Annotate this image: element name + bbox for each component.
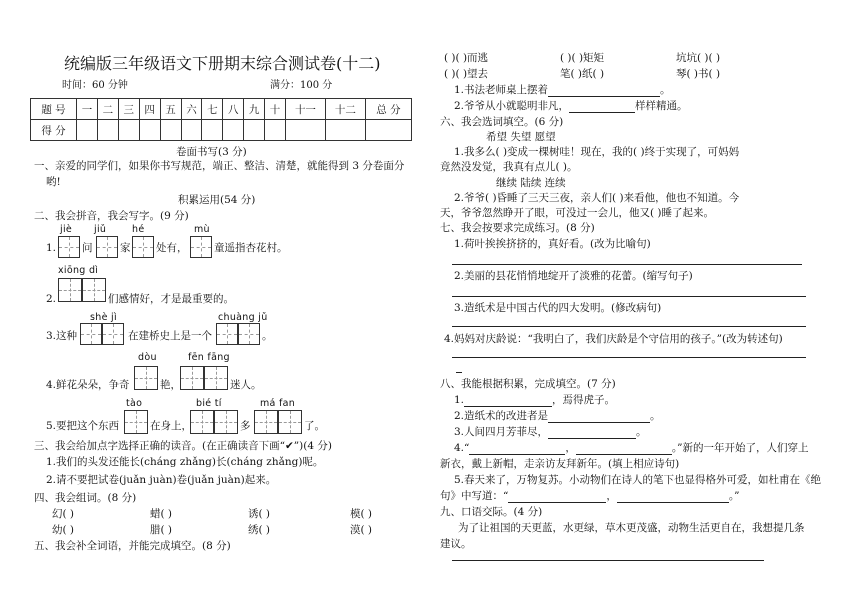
pinyin: hé xyxy=(132,224,145,235)
idiom-blank[interactable]: ( )( )而逃 xyxy=(444,52,489,64)
fill-item: 2.造纸术的改进者是 。 xyxy=(454,410,661,422)
writing-box[interactable] xyxy=(190,410,214,434)
score-header-cell: 十一 xyxy=(285,99,325,120)
sentence-text: 艳， xyxy=(160,379,181,391)
fill-item: 3.人间四月芳菲尽， 。 xyxy=(454,426,647,438)
answer-line[interactable] xyxy=(452,326,806,327)
score-input-cell[interactable] xyxy=(77,120,98,141)
answer-line[interactable] xyxy=(576,444,672,455)
question-1: 一、亲爱的同学们，如果你书写规范，端正、整洁、清楚，就能得到 3 分卷面分 xyxy=(34,160,405,172)
rewrite-item: 2.美丽的县花悄悄地绽开了淡雅的花蕾。(缩写句子) xyxy=(454,270,693,282)
question-5: 五、我会补全词语，并能完成填空。(8 分) xyxy=(34,540,231,552)
writing-box[interactable] xyxy=(238,323,260,345)
pinyin: bié tí xyxy=(196,398,222,409)
fill-item: 4.“ ， 。”新的一年开始了，人们穿上 xyxy=(454,442,809,454)
sentence-text: 们感情好，才是最重要的。 xyxy=(108,293,234,305)
writing-box[interactable] xyxy=(134,366,158,390)
score-row-label: 得 分 xyxy=(31,120,77,141)
writing-box[interactable] xyxy=(214,410,238,434)
idiom-blank[interactable]: ( )( )矩矩 xyxy=(560,52,605,64)
word-item[interactable]: 漠( ) xyxy=(350,524,373,536)
question-3-item-1: 1.我们的头发还能长(cháng zhǎng)长(cháng zhǎng)呢。 xyxy=(46,456,324,468)
writing-box[interactable] xyxy=(190,236,212,258)
fill-item: 句》中写道：“ ， 。” xyxy=(440,490,740,502)
question-8: 八、我能根据积累，完成填空。(7 分) xyxy=(440,378,616,390)
answer-line[interactable] xyxy=(469,444,565,455)
item-number: 3.这种 xyxy=(46,330,78,342)
fill-item: 2.爷爷从小就聪明非凡， 样样精通。 xyxy=(454,100,688,112)
answer-line[interactable] xyxy=(452,264,802,265)
score-input-cell[interactable] xyxy=(181,120,202,141)
question-4: 四、我会组词。(8 分) xyxy=(34,492,137,504)
idiom-blank[interactable]: ( )( )望去 xyxy=(444,68,489,80)
score-header-cell: 九 xyxy=(244,99,265,120)
score-input-cell[interactable] xyxy=(118,120,139,141)
question-3-item-2: 2.请不要把试卷(juǎn juàn)卷(juǎn juàn)起来。 xyxy=(46,474,277,486)
writing-box[interactable] xyxy=(58,236,80,258)
sentence-text: 多 xyxy=(240,420,251,432)
score-input-cell[interactable] xyxy=(365,120,411,141)
word-item[interactable]: 绣( ) xyxy=(248,524,271,536)
score-header-cell: 四 xyxy=(139,99,160,120)
question-2: 二、我会拼音，我会写字。(9 分) xyxy=(34,210,189,222)
question-3: 三、我会给加点字选择正确的读音。(在正确读音下画“✔”)(4 分) xyxy=(34,440,332,452)
score-input-cell[interactable] xyxy=(244,120,265,141)
writing-box[interactable] xyxy=(278,410,302,434)
score-header-cell: 二 xyxy=(97,99,118,120)
answer-line[interactable] xyxy=(508,492,606,503)
question-1-end: 哟! xyxy=(46,176,61,188)
sentence-text: 迷人。 xyxy=(230,379,262,391)
sentence-text: 处有， xyxy=(156,242,188,254)
item-number: 1. xyxy=(46,242,57,254)
item-number: 5.要把这个东西 xyxy=(46,420,120,432)
answer-line[interactable] xyxy=(548,86,660,97)
choice-sentence: 1.我多么( )变成一棵树哇！现在，我的( )终于实现了，可妈妈 xyxy=(454,146,740,158)
pinyin: mù xyxy=(194,224,210,235)
word-choices-2: 继续 陆续 连续 xyxy=(496,177,566,189)
sentence-text: 。 xyxy=(262,330,273,342)
word-item[interactable]: 蜡( ) xyxy=(150,508,173,520)
accumulation-title: 积累运用(54 分) xyxy=(178,194,256,206)
word-item[interactable]: 腊( ) xyxy=(150,524,173,536)
pinyin: chuàng jǔ xyxy=(218,312,268,323)
question-6: 六、我会选词填空。(6 分) xyxy=(440,116,564,128)
fill-item: 新衣，戴上新帽，走亲访友拜新年。(填上相应诗句) xyxy=(440,458,680,470)
score-header-cell: 七 xyxy=(202,99,223,120)
full-score: 满分：100 分 xyxy=(270,80,333,91)
word-item[interactable]: 模( ) xyxy=(350,508,373,520)
choice-sentence: 天，爷爷忽然睁开了眼，可没过一会儿，他又( )睡了起来。 xyxy=(440,207,715,219)
choice-sentence: 竟然没发觉，我真有点儿( )。 xyxy=(440,161,578,173)
writing-box[interactable] xyxy=(132,236,154,258)
word-item[interactable]: 幼( ) xyxy=(52,524,75,536)
item-number: 2. xyxy=(46,293,57,305)
sentence-text: 家 xyxy=(120,242,131,254)
rewrite-item: 1.荷叶挨挨挤挤的，真好看。(改为比喻句) xyxy=(454,238,651,250)
score-input-cell[interactable] xyxy=(285,120,325,141)
sentence-text: 童遥指杏花村。 xyxy=(214,242,288,254)
fill-item: 1. ，焉得虎子。 xyxy=(454,394,616,406)
score-header-cell: 一 xyxy=(77,99,98,120)
writing-box[interactable] xyxy=(58,278,82,302)
word-item[interactable]: 幻( ) xyxy=(52,508,75,520)
choice-sentence: 2.爷爷( )昏睡了三天三夜，亲人们( )来看他，他也不知道。今 xyxy=(454,192,740,204)
score-input-cell[interactable] xyxy=(223,120,244,141)
exam-time: 时间：60 分钟 xyxy=(62,80,128,91)
score-input-cell[interactable] xyxy=(202,120,223,141)
writing-box[interactable] xyxy=(254,410,278,434)
writing-box[interactable] xyxy=(180,366,204,390)
sentence-text: 在建桥史上是一个 xyxy=(128,330,212,342)
writing-box[interactable] xyxy=(80,323,102,345)
pinyin: xiōng dì xyxy=(58,265,99,276)
score-header-cell: 十二 xyxy=(325,99,365,120)
speaking-prompt-end: 建议。 xyxy=(440,538,472,550)
writing-box[interactable] xyxy=(96,236,118,258)
writing-box[interactable] xyxy=(216,323,238,345)
fill-item: 1.书法老师桌上摆着 。 xyxy=(454,84,671,96)
sentence-text: 了。 xyxy=(304,420,325,432)
answer-line[interactable] xyxy=(452,357,806,358)
answer-line[interactable] xyxy=(456,372,462,373)
writing-box[interactable] xyxy=(82,278,106,302)
question-7: 七、我会按要求完成练习。(8 分) xyxy=(440,222,595,234)
answer-line[interactable] xyxy=(548,412,650,423)
score-table xyxy=(30,98,412,141)
pinyin: shè jì xyxy=(90,312,117,323)
idiom-blank[interactable]: 坑坑( )( ) xyxy=(676,52,721,64)
answer-line[interactable] xyxy=(452,560,764,561)
score-input-cell[interactable] xyxy=(160,120,181,141)
answer-line[interactable] xyxy=(452,296,806,297)
pinyin: dòu xyxy=(138,352,157,363)
score-input-cell[interactable] xyxy=(325,120,365,141)
pinyin: má fan xyxy=(260,398,296,409)
fill-item: 5.春天来了，万物复苏。小动物们在诗人的笔下也显得格外可爱，如杜甫在《绝 xyxy=(454,474,822,486)
word-item[interactable]: 诱( ) xyxy=(248,508,271,520)
rewrite-item: 4.妈妈对庆龄说：“我明白了，我们庆龄是个守信用的孩子。”(改为转述句) xyxy=(444,333,783,345)
pinyin: jiè xyxy=(60,224,73,235)
question-9: 九、口语交际。(4 分) xyxy=(440,506,543,518)
score-header-cell: 十 xyxy=(265,99,286,120)
item-number: 4.鲜花朵朵，争奇 xyxy=(46,379,130,391)
speaking-prompt: 为了让祖国的天更蓝，水更绿，草木更茂盛，动物生活更自在，我想提几条 xyxy=(458,522,805,534)
pinyin: jiǔ xyxy=(94,224,107,235)
score-header-label: 题 号 xyxy=(31,99,77,120)
sentence-text: 在身上， xyxy=(150,420,192,432)
word-choices-1: 希望 失望 愿望 xyxy=(486,131,556,143)
score-header-cell: 八 xyxy=(223,99,244,120)
answer-line[interactable] xyxy=(569,102,635,113)
writing-box[interactable] xyxy=(204,366,228,390)
score-header-cell: 三 xyxy=(118,99,139,120)
score-header-cell: 总 分 xyxy=(365,99,411,120)
score-input-cell[interactable] xyxy=(265,120,286,141)
score-header-cell: 五 xyxy=(160,99,181,120)
sentence-text: 问 xyxy=(82,242,93,254)
pinyin: fēn fāng xyxy=(188,352,230,363)
rewrite-item: 3.造纸术是中国古代的四大发明。(修改病句) xyxy=(454,302,662,314)
score-input-cell[interactable] xyxy=(97,120,118,141)
writing-box[interactable] xyxy=(124,410,148,434)
score-value-row xyxy=(31,120,412,141)
answer-line[interactable] xyxy=(464,396,552,407)
idiom-blank[interactable]: 琴( )书( ) xyxy=(676,68,721,80)
score-header-cell: 六 xyxy=(181,99,202,120)
idiom-blank[interactable]: 笔( )纸( ) xyxy=(560,68,605,80)
score-input-cell[interactable] xyxy=(139,120,160,141)
answer-line[interactable] xyxy=(548,428,636,439)
writing-box[interactable] xyxy=(102,323,124,345)
page-title: 统编版三年级语文下册期末综合测试卷(十二) xyxy=(64,54,381,73)
neat-writing-title: 卷面书写(3 分) xyxy=(176,146,247,158)
answer-line[interactable] xyxy=(617,492,729,503)
pinyin: tào xyxy=(126,398,143,409)
score-header-row xyxy=(31,99,412,120)
